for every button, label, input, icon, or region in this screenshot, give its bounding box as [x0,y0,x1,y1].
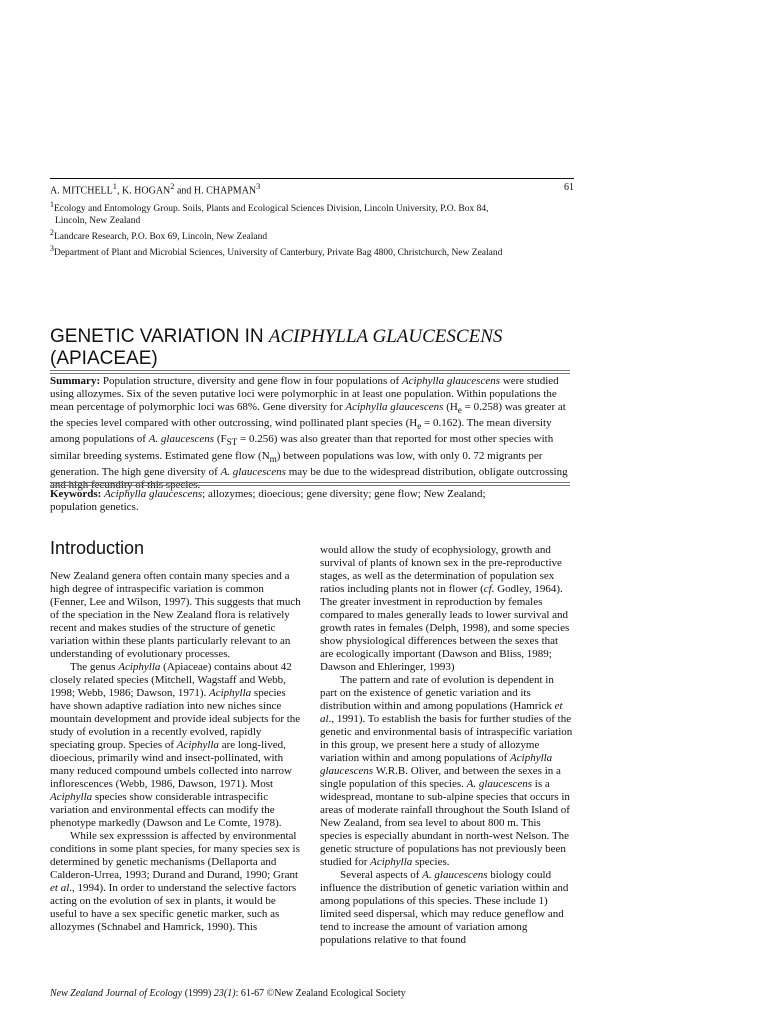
text: Godley, 1964). The greater investment in reproduction by females compared to males generally leads to lower survival and growth rates in females (Delph, 1998), and some species show physiological differences between the sexes that are ecologically important (Dawson and Bliss, 1989; Dawson and Ehleringer, 1993) [320,583,570,673]
affiliation-1-sup: 1 [50,200,54,209]
summary-text: (H [443,401,458,413]
author2-sup: 2 [170,182,175,191]
summary-text: were studied using allozymes. Six of the seven putative loci were polymorphic in at least one population. Within populations the mean percentage of polymorphic loci was 68%. Gene diversity for [50,375,559,413]
affiliations [50,199,574,259]
column-right [320,544,573,947]
footer-year: (1999) [182,988,214,999]
paragraph [320,674,573,869]
affiliation-2-sup: 2 [50,228,54,238]
footer-volume: 23(1) [213,988,236,999]
text: The genus [70,661,119,673]
summary-label: Summary: [50,375,101,387]
affiliation-2-line1: Landcare Research, P.O. Box 69, Lincoln, New Zealand [53,232,268,243]
paragraph: New Zealand genera often contain many species and a high degree of intraspecific variation is common (Fenner, Lee and Wilson, 1997). This suggests that much of the speciation in the New Zealand flora is relatively recent and makes studies of the structure of genetic variation within these plants particularly relevant to an understanding of evolutionary processes. [50,570,301,660]
author3-sup: 3 [256,182,261,191]
text: While sex expresssion is affected by environmental conditions in some plant species, for many species sex is determined by genetic mechanisms (Dellaporta and Calderon-Urrea, 1993; Durand and Durand, 1990; Grant [50,830,300,881]
author1-sup: 1 [112,182,117,191]
keywords-text: ; allozymes; dioecious; gene diversity; gene flow; New Zealand; population genetics. [50,488,486,513]
summary-species: A. glaucescens [220,465,286,478]
summary-text: Population structure, diversity and gene flow in four populations of [100,375,402,387]
summary-top-rule [50,370,570,374]
genus-italic: Aciphylla [209,687,252,699]
footer-pages: : 61-67 ©New Zealand Ecological Society [235,988,406,999]
affiliation-1-line1: Ecology and Entomology Group. Soils, Plants and Ecological Sciences Division, Lincoln University, P.O. Box 84, [53,204,489,215]
text: biology could influence the distribution of genetic variation within and among populations of this species. These include 1) limited seed dispersal, which may reduce geneflow and tend to increase the amount of variation among populations relative to that found [320,869,569,946]
affiliation-3-sup: 3 [50,244,54,254]
title-plain: GENETIC VARIATION IN [50,326,269,347]
affiliation-1 [50,199,574,227]
etal-italic: et al [50,882,70,894]
text: The pattern and rate of evolution is dependent in part on the existence of genetic variation and its distribution within and among populations (Hamrick [320,674,555,712]
column-left [50,570,303,934]
paragraph [50,661,303,830]
summary-text: ) between populations was low, with only 0. 72 migrants per generation. The high gene diversity of [50,449,543,478]
text: Several aspects of [340,869,423,881]
genus-italic: Aciphylla [118,661,161,673]
footer-journal: New Zealand Journal of Ecology [50,988,183,999]
summary-sub: ST [226,437,238,448]
summary-species: Aciphylla glaucescens [345,401,444,413]
text: are long-lived, dioecious, primarily wind and insect-pollinated, with many reduced compound umbels collected into narrow inflorescences (Webb, 1986, Dawson, 1971). Most [50,739,292,790]
text: is a widespread, montane to sub-alpine species that occurs in areas of moderate rainfall throughout the South Island of New Zealand, from sea level to about 800 m. This species is especially abundant in north-west Nelson. The genetic structure of populations has not previously been studied for [320,778,570,868]
genus-italic: Aciphylla [370,856,413,868]
summary-text: = 0.162). The mean diversity among populations of [50,417,552,446]
affiliation-1-line2: Lincoln, New Zealand [55,216,141,227]
running-header [50,182,574,196]
text: species. [412,856,450,868]
genus-italic: Aciphylla [50,791,93,803]
author-hogan: , K. HOGAN [116,185,171,197]
title-line2: (APIACEAE) [50,348,158,369]
summary-species: A. glaucescens [148,433,215,446]
cf-italic: cf. [483,583,495,595]
title-italic: ACIPHYLLA GLAUCESCENS [268,326,503,347]
text: ., 1991). To establish the basis for further studies of the genetic and environmental basis of intraspecific variation in this group, we present here a study of allozyme variation within and among populations of [320,713,573,764]
text: would allow the study of ecophysiology, growth and survival of plants of known sex in the pre-reproductive stages, as well as the determination of population sex ratios including plants not in flower ( [320,544,562,595]
paragraph [50,830,303,934]
genus-italic: Aciphylla [176,739,219,751]
paragraph [320,544,573,674]
keywords-block [50,488,530,514]
text: species show considerable intraspecific variation and environmental effects can modify the phenotype markedly (Dawson and Le Comte, 1978). [50,791,282,829]
summary-species: Aciphylla glaucescens [401,375,501,387]
paper-title [50,326,574,370]
paragraph [320,869,573,947]
affiliation-3 [50,243,574,259]
species-italic: A. glaucescens [422,869,488,881]
header-rule [50,178,574,179]
summary-sub: m [269,453,277,464]
author-chapman: and H. CHAPMAN [174,185,257,197]
summary-sub: e [457,405,462,416]
keywords-label: Keywords: [50,488,102,500]
author-mitchell: A. MITCHELL [50,185,113,197]
section-heading-introduction: Introduction [50,538,145,558]
affiliation-3-line1: Department of Plant and Microbial Sciences, University of Canterbury, Private Bag 4800, Christchurch, New Zealand [53,248,503,259]
summary-block [50,375,574,492]
species-italic: A. glaucescens [466,778,533,790]
summary-text: = 0.256) was also greater than that reported for most other species with similar breeding systems. Estimated gene flow (N [50,433,554,462]
summary-text: (F [214,433,227,446]
text: ., 1994). In order to understand the selective factors acting on the evolution of sex in plants, it would be useful to have a sex specific genetic marker, such as allozymes (Schnabel and Hamrick, 1990). This [50,882,297,933]
summary-bottom-rule [50,482,570,486]
species-italic: Aciphylla glaucescens [320,752,553,777]
keyword-species: Aciphylla glaucescens [104,488,203,500]
summary-text: may be due to the widespread distribution, obligate outcrossing and high fecundity of this species. [50,465,568,491]
text: (Apiaceae) contains about 42 closely related species (Mitchell, Wagstaff and Webb, 1998; Webb, 1986; Dawson, 1971). [50,661,292,699]
footer-citation [50,988,406,999]
summary-sub: e [417,421,422,432]
text: species have shown adaptive radiation into new niches since mountain development and provide ideal subjects for the study of evolution in a recently evolved, rapidly speciating group. Species of [50,687,301,751]
page-number: 61 [564,182,574,193]
summary-text: = 0.258) was greater at the species level compared with other outcrossing, wind pollinated plant species (H [50,401,566,430]
etal-italic: et al [320,700,563,725]
affiliation-2 [50,227,574,243]
text: W.R.B. Oliver, and between the sexes in a single population of this species. [320,765,561,790]
